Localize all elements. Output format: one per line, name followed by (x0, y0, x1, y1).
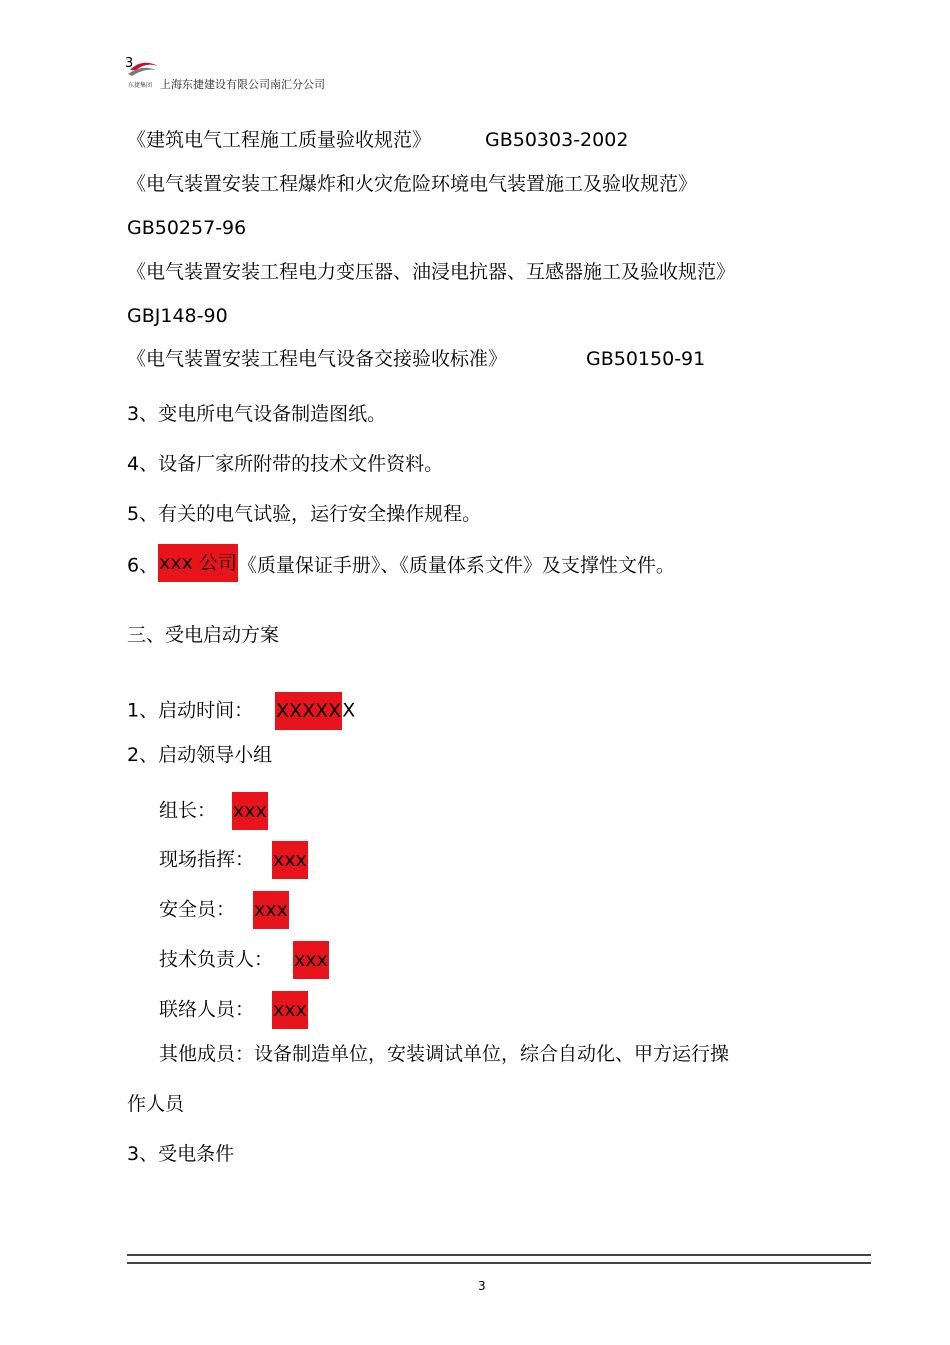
redacted-member: xxx (272, 841, 308, 879)
standard-title: 《电气装置安装工程电气设备交接验收标准》 (127, 348, 508, 370)
item-prefix: 6、 (127, 554, 159, 577)
page-number: 3 (478, 1279, 486, 1293)
standard-code: GBJ148-90 (127, 305, 228, 327)
redacted-member: xxx (272, 991, 308, 1029)
redacted-company: xxx 公司 (158, 544, 238, 582)
start-time-label: 1、启动时间： (127, 699, 254, 722)
member-row (159, 841, 308, 879)
redacted-start-time: XXXXX (275, 692, 342, 730)
item-text: 《质量保证手册》、《质量体系文件》及支撑性文件。 (237, 554, 675, 577)
standard-code: GB50303-2002 (485, 129, 629, 151)
standard-row (127, 127, 629, 153)
member-label: 安全员： (159, 898, 236, 921)
member-row (159, 941, 329, 979)
list-item (127, 550, 675, 582)
page-marker: 3 (125, 56, 134, 71)
section-heading: 三、受电启动方案 (127, 624, 280, 646)
footer-rule (127, 1254, 871, 1264)
standard-row (127, 346, 706, 372)
company-name: 上海东捷建设有限公司南汇分公司 (160, 78, 325, 91)
redacted-member: xxx (253, 891, 289, 929)
logo-text: 东捷集团 (128, 82, 153, 89)
start-time-rest: X (342, 699, 356, 722)
standard-title: 《建筑电气工程施工质量验收规范》 (127, 129, 432, 151)
member-row (159, 792, 268, 830)
member-row (159, 891, 289, 929)
member-label: 现场指挥： (159, 848, 255, 871)
standard-title: 《电气装置安装工程爆炸和火灾危险环境电气装置施工及验收规范》 (127, 173, 698, 195)
member-label: 联络人员： (159, 998, 255, 1021)
member-row (159, 991, 308, 1029)
member-label: 技术负责人： (159, 948, 274, 971)
redacted-member: xxx (293, 941, 329, 979)
list-item: 3、变电所电气设备制造图纸。 (127, 403, 387, 425)
list-item: 5、有关的电气试验，运行安全操作规程。 (127, 503, 482, 525)
group-heading: 2、启动领导小组 (127, 744, 273, 766)
member-label: 组长： (159, 799, 217, 822)
conditions-heading: 3、受电条件 (127, 1143, 235, 1165)
standard-code: GB50150-91 (586, 348, 706, 370)
header (122, 54, 382, 94)
other-members-line: 其他成员：设备制造单位，安装调试单位，综合自动化、甲方运行操 (159, 1043, 730, 1065)
redacted-member: xxx (232, 792, 268, 830)
standard-code: GB50257-96 (127, 217, 247, 239)
start-time-row (127, 692, 355, 730)
other-members-line: 作人员 (127, 1093, 185, 1115)
standard-title: 《电气装置安装工程电力变压器、油浸电抗器、互感器施工及验收规范》 (127, 261, 736, 283)
list-item: 4、设备厂家所附带的技术文件资料。 (127, 453, 444, 475)
